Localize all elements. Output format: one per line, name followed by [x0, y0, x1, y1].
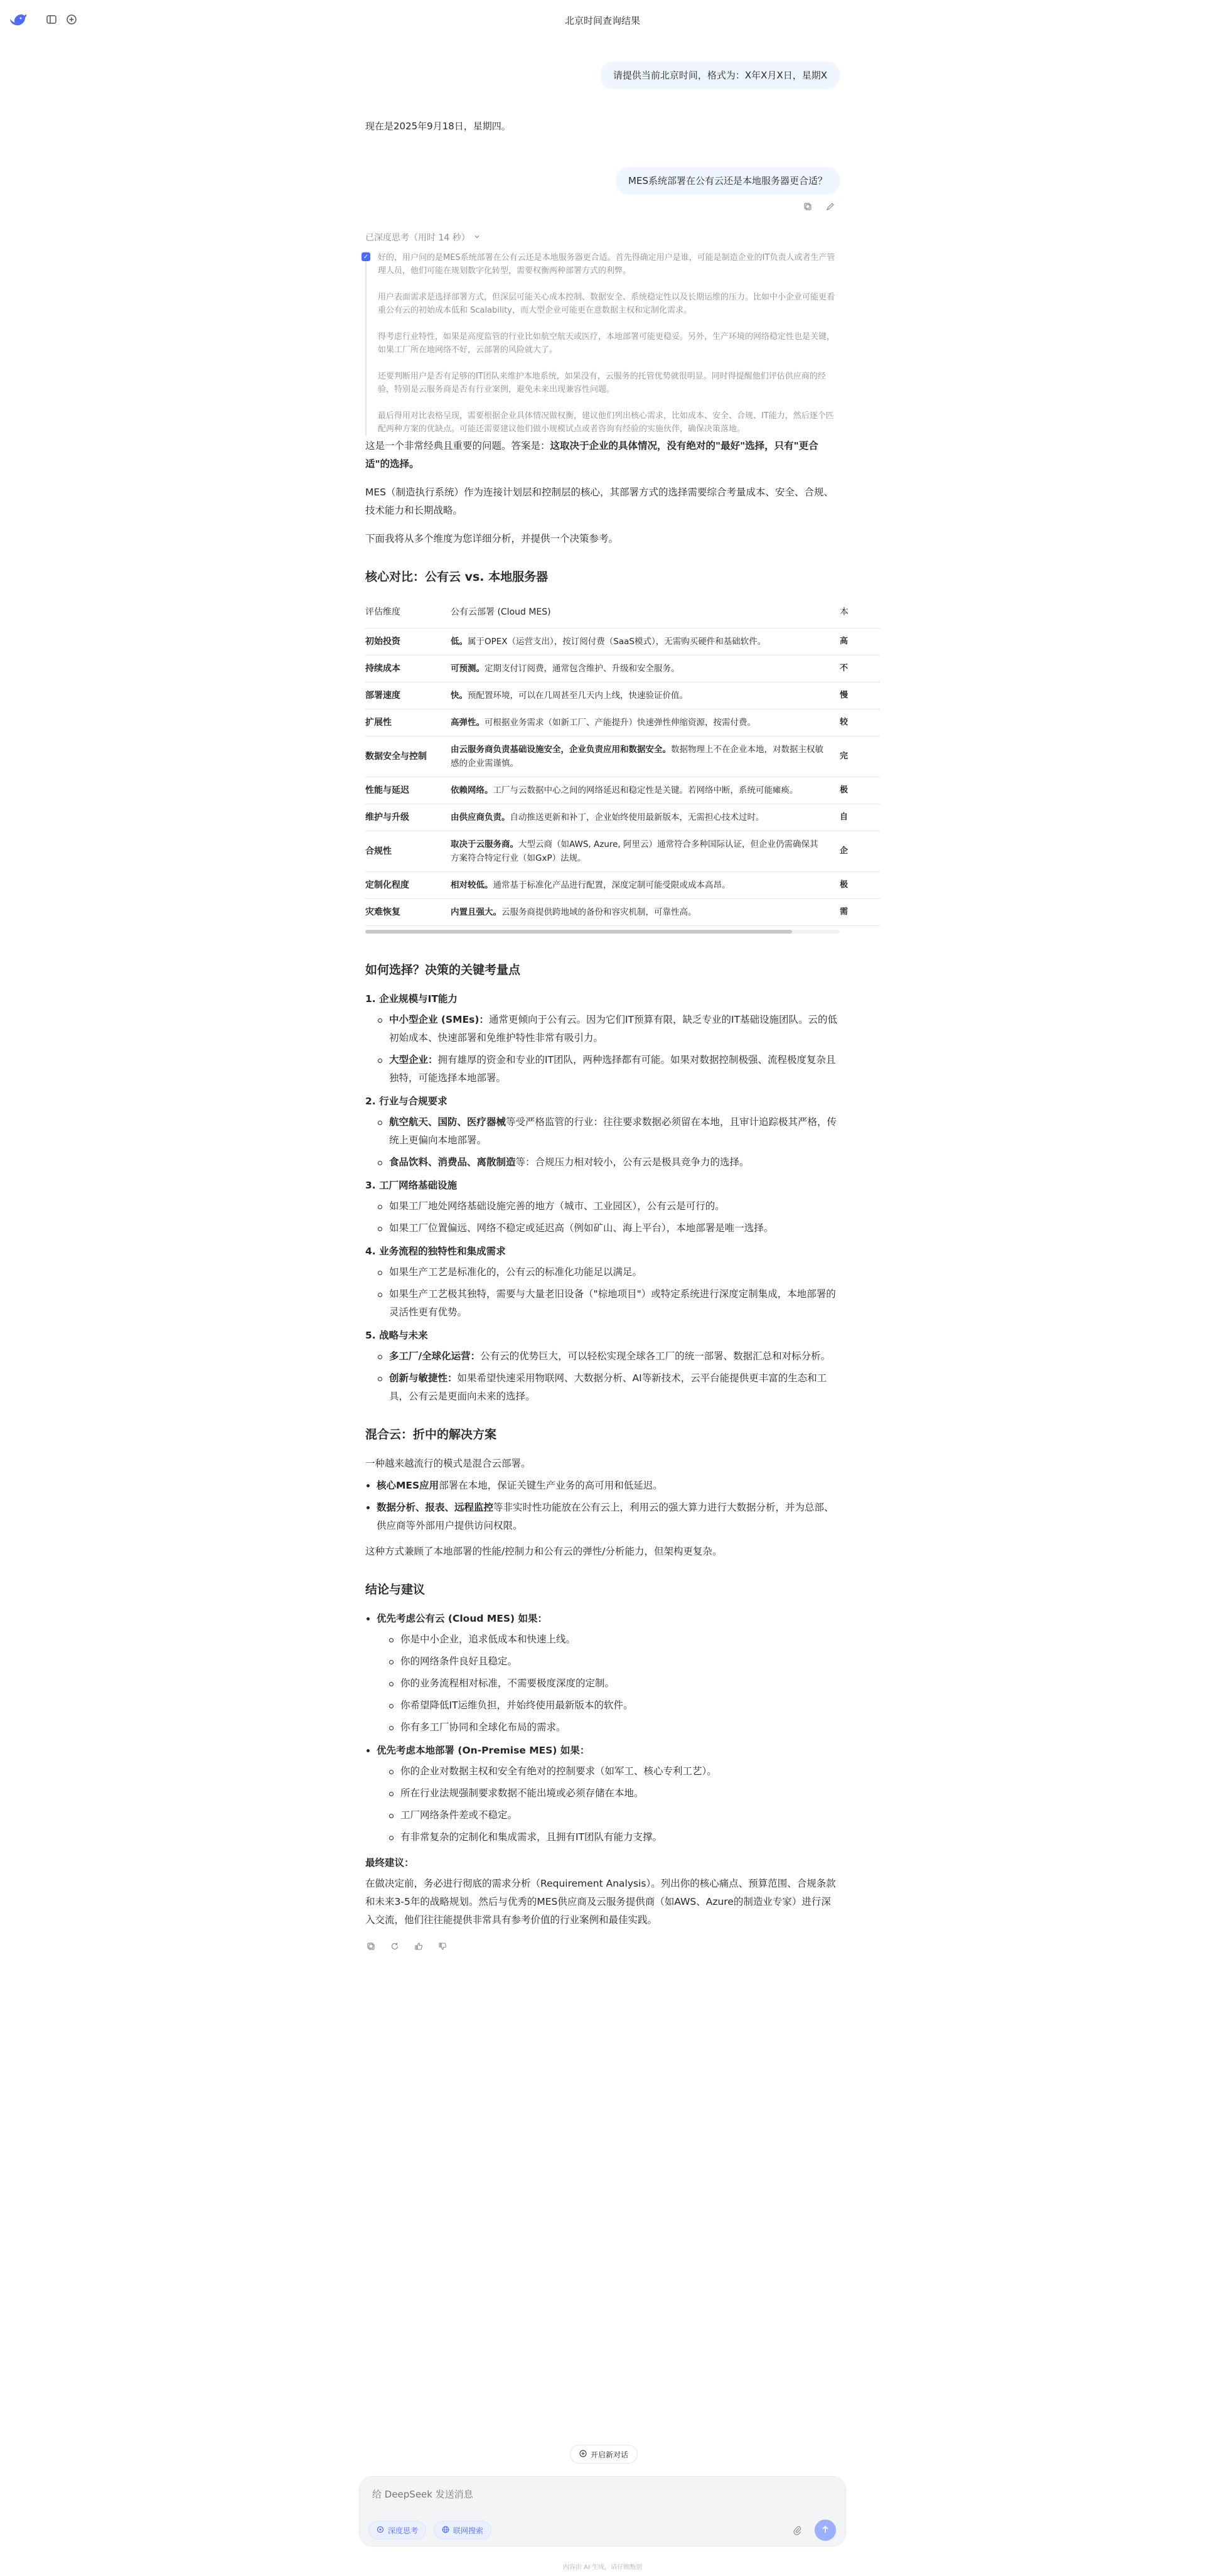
list-item: 工厂网络条件差或不稳定。: [389, 1806, 840, 1824]
point-text: 如果希望快速采用物联网、大数据分析、AI等新技术，云平台能提供更丰富的生态和工具，公有云是更面向未来的选择。: [389, 1372, 827, 1402]
point-text: 如果生产工艺是标准化的，公有云的标准化功能足以满足。: [389, 1266, 643, 1278]
list-item: [378, 1011, 840, 1047]
section-heading-conclusion: 结论与建议: [365, 1583, 426, 1597]
table-cell-cloud: [451, 872, 840, 899]
list-item: [378, 1153, 840, 1172]
point-emphasis: 数据分析、报表、远程监控: [377, 1502, 494, 1513]
table-cell-cloud: [451, 777, 840, 804]
thumbs-down-icon[interactable]: [437, 1941, 448, 1952]
point-emphasis: 核心MES应用: [377, 1480, 439, 1491]
final-suggestion: 最终建议：: [365, 1857, 414, 1868]
consideration-points: [365, 1197, 840, 1237]
table-cell-cloud: [451, 899, 840, 926]
hybrid-list: [365, 1477, 840, 1535]
table-cell-onprem: 企: [840, 831, 880, 872]
section-heading-choose: 如何选择？决策的关键考量点: [365, 963, 521, 977]
list-item: 你有多工厂协同和全球化布局的需求。: [389, 1718, 840, 1737]
thinking-content: [365, 251, 840, 436]
point-text: 等受严格监管的行业：往往要求数据必须留在本地，且审计追踪极其严格，传统上更偏向本地部署。: [389, 1116, 837, 1146]
cell-emphasis: 高弹性。: [451, 718, 485, 728]
point-emphasis: 大型企业：: [389, 1054, 438, 1065]
table-cell-dimension: 数据安全与控制: [365, 736, 451, 777]
thumbs-up-icon[interactable]: [413, 1941, 424, 1952]
table-cell-onprem: 需: [840, 899, 880, 926]
table-cell-cloud: [451, 831, 840, 872]
assistant-answer: [365, 437, 849, 1954]
consideration-title: 2. 行业与合规要求: [365, 1096, 447, 1107]
list-item: [378, 1051, 840, 1087]
list-item: 优先考虑本地部署 (On-Premise MES) 如果： 你的企业对数据主权和安全有绝对的控制要求（如军工、核心专利工艺）。 所在行业法规强制要求数据不能出境或必须存储在本地。 工厂网络条件差或不稳定。 有非常复杂的定制化和集成需求，且拥有IT团队有能力支撑。: [365, 1742, 840, 1846]
ai-disclaimer: 内容由 AI 生成，请仔细甄别: [562, 2564, 643, 2571]
web-search-label: 联网搜索: [453, 2526, 484, 2535]
conversation: [363, 62, 849, 2385]
table-row: [365, 804, 880, 831]
table-row: [365, 872, 880, 899]
point-text: 公有云的优势巨大，可以轻松实现全球各工厂的统一部署、数据汇总和对标分析。: [480, 1350, 831, 1362]
list-item: 所在行业法规强制要求数据不能出境或必须存储在本地。: [389, 1784, 840, 1803]
point-emphasis: 航空航天、国防、医疗器械: [389, 1116, 506, 1128]
table-row: [365, 736, 880, 777]
list-item: 优先考虑公有云 (Cloud MES) 如果： 你是中小企业，追求低成本和快速上线。 你的网络条件良好且稳定。 你的业务流程相对标准，不需要极度深度的定制。 你希望降低IT运维负担，并始终使用最新版本的软件。 你有多工厂协同和全球化布局的需求。: [365, 1610, 840, 1737]
thinking-toggle[interactable]: [365, 231, 480, 244]
table-cell-dimension: 合规性: [365, 831, 451, 872]
arrow-up-icon: [821, 2525, 830, 2536]
cell-emphasis: 内置且强大。: [451, 907, 501, 917]
message-composer: [359, 2476, 846, 2546]
thinking-paragraph: 最后得用对比表格呈现，需要根据企业具体情况做权衡，建议他们列出核心需求，比如成本、安全、合规、IT能力，然后逐个匹配两种方案的优缺点。可能还需要建议他们做小规模试点或者咨询有经验的实施伙伴，确保决策落地。: [378, 411, 834, 434]
final-suggestion-text: 在做决定前，务必进行彻底的需求分析（Requirement Analysis）。列出你的核心痛点、预算范围、合规条款和未来3-5年的战略规划。然后与优秀的MES供应商及云服务提供商（如AWS、Azure的制造业专家）进行深入交流，他们往往能提供非常具有参考价值的行业案例和最佳实践。: [365, 1878, 836, 1926]
cell-emphasis: 可预测。: [451, 664, 485, 674]
conclusion-list: [365, 1610, 840, 1846]
answer-paragraph: 下面我将从多个维度为您详细分析，并提供一个决策参考。: [365, 533, 619, 544]
hybrid-outro: 这种方式兼顾了本地部署的性能/控制力和公有云的弹性/分析能力，但架构更复杂。: [365, 1546, 722, 1557]
list-item: [365, 1177, 840, 1237]
new-chat-button[interactable]: [570, 2445, 638, 2464]
cell-text: 定期支付订阅费，通常包含维护、升级和安全服务。: [485, 664, 680, 674]
cell-text: 云服务商提供跨地域的备份和容灾机制，可靠性高。: [501, 907, 697, 917]
cell-text: 自动推送更新和补丁，企业始终使用最新版本，无需担心技术过时。: [510, 812, 764, 822]
cell-text: 大型云商（如AWS, Azure, 阿里云）通常符合多种国际认证，但企业仍需确保其方案符合特定行业（如GxP）法规。: [451, 839, 818, 863]
table-cell-onprem: 较: [840, 709, 880, 736]
list-item: [365, 990, 840, 1087]
table-header: 评估维度: [365, 597, 451, 628]
table-cell-dimension: 维护与升级: [365, 804, 451, 831]
table-row: [365, 655, 880, 682]
table-cell-onprem: 完: [840, 736, 880, 777]
list-item: 你的网络条件良好且稳定。: [389, 1652, 840, 1671]
copy-icon[interactable]: [365, 1941, 377, 1952]
table-cell-cloud: [451, 804, 840, 831]
list-item: [365, 1499, 840, 1535]
answer-intro: 这是一个非常经典且重要的问题。答案是：这取决于企业的具体情况，没有绝对的"最好"选择，只有"更合适"的选择。: [365, 440, 818, 470]
list-item: [378, 1369, 840, 1406]
section-heading-compare: 核心对比：公有云 vs. 本地服务器: [365, 570, 549, 584]
cell-emphasis: 由供应商负责。: [451, 812, 510, 822]
thinking-duration-label: 已深度思考（用时 14 秒）: [365, 233, 470, 243]
user-message-actions: [802, 201, 836, 212]
cell-emphasis: 依赖网络。: [451, 785, 493, 795]
point-text: 如果工厂位置偏远、网络不稳定或延迟高（例如矿山、海上平台），本地部署是唯一选择。: [389, 1222, 774, 1234]
hybrid-intro: 一种越来越流行的模式是混合云部署。: [365, 1458, 531, 1469]
table-cell-dimension: 初始投资: [365, 628, 451, 655]
thinking-paragraph: 得考虑行业特性，如果是高度监管的行业比如航空航天或医疗，本地部署可能更稳妥。另外，生产环境的网络稳定性也是关键，如果工厂所在地网络不好，云部署的风险就大了。: [378, 332, 835, 355]
list-item: 你希望降低IT运维负担，并始终使用最新版本的软件。: [389, 1696, 840, 1715]
web-search-toggle[interactable]: [434, 2521, 491, 2540]
table-cell-onprem: 慢: [840, 682, 880, 709]
point-text: 等非实时性功能放在公有云上，利用云的强大算力进行大数据分析，并为总部、供应商等外部用户提供访问权限。: [377, 1502, 834, 1531]
table-header: 本: [840, 597, 880, 628]
point-text: 通常更倾向于公有云。因为它们IT预算有限，缺乏专业的IT基础设施团队。云的低初始成本、快速部署和免维护特性非常有吸引力。: [389, 1014, 838, 1043]
table-row: [365, 682, 880, 709]
table-cell-cloud: [451, 736, 840, 777]
copy-icon[interactable]: [802, 201, 813, 212]
table-cell-cloud: [451, 709, 840, 736]
point-text: 部署在本地，保证关键生产业务的高可用和低延迟。: [439, 1480, 663, 1491]
table-cell-onprem: 高: [840, 628, 880, 655]
table-cell-dimension: 定制化程度: [365, 872, 451, 899]
cell-emphasis: 低。: [451, 637, 468, 647]
send-button[interactable]: [815, 2519, 836, 2541]
table-row: [365, 709, 880, 736]
table-row: [365, 899, 880, 926]
table-cell-dimension: 部署速度: [365, 682, 451, 709]
table-cell-dimension: 扩展性: [365, 709, 451, 736]
thinking-paragraph: 用户表面需求是选择部署方式，但深层可能关心成本控制、数据安全、系统稳定性以及长期运维的压力。比如中小企业可能更看重公有云的初始成本低和 Scalability，而大型企业可能更在意数据主权和定制化需求。: [378, 293, 835, 315]
table-row: [365, 777, 880, 804]
consideration-points: [365, 1263, 840, 1322]
list-item: [378, 1219, 840, 1237]
consideration-title: 4. 业务流程的独特性和集成需求: [365, 1246, 506, 1257]
cell-text: 属于OPEX（运营支出），按订阅付费（SaaS模式），无需购买硬件和基础软件。: [468, 637, 766, 647]
cell-text: 数据物理上不在企业本地，对数据主权敏感的企业需谨慎。: [451, 745, 823, 768]
message-input[interactable]: [372, 2486, 811, 2503]
list-item: 你是中小企业，追求低成本和快速上线。: [389, 1630, 840, 1649]
table-cell-cloud: [451, 628, 840, 655]
list-item: [365, 1092, 840, 1172]
top-bar: [0, 0, 1205, 40]
deep-think-label: 深度思考: [388, 2526, 419, 2535]
edit-icon[interactable]: [825, 201, 836, 212]
point-text: 如果工厂地处网络基础设施完善的地方（城市、工业园区），公有云是可行的。: [389, 1200, 725, 1212]
thinking-paragraph: 还要判断用户是否有足够的IT团队来维护本地系统，如果没有，云服务的托管优势就很明显。同时得提醒他们评估供应商的经验，特别是云服务商是否有行业案例，避免未来出现兼容性问题。: [378, 372, 826, 394]
comparison-table: [365, 597, 880, 926]
table-horizontal-scrollbar[interactable]: [365, 930, 840, 934]
consideration-title: 3. 工厂网络基础设施: [365, 1180, 458, 1191]
list-item: [378, 1285, 840, 1322]
cell-text: 通常基于标准化产品进行配置，深度定制可能受限或成本高昂。: [493, 880, 731, 890]
point-emphasis: 中小型企业 (SMEs)：: [389, 1014, 489, 1025]
consideration-title: 5. 战略与未来: [365, 1330, 428, 1341]
deep-think-toggle[interactable]: [368, 2521, 426, 2540]
list-item: 有非常复杂的定制化和集成需求，且拥有IT团队有能力支撑。: [389, 1828, 840, 1846]
list-item: [365, 1327, 840, 1406]
cell-emphasis: 快。: [451, 691, 468, 701]
deep-think-icon: [377, 2526, 384, 2535]
comparison-table-wrapper[interactable]: [365, 597, 849, 926]
consideration-points: [365, 1347, 840, 1406]
thinking-paragraph: 好的，用户问的是MES系统部署在公有云还是本地服务器更合适。首先得确定用户是谁，可能是制造企业的IT负责人或者生产管理人员，他们可能在规划数字化转型，需要权衡两种部署方式的利弊。: [378, 253, 835, 276]
user-message-2: MES系统部署在公有云还是本地服务器更合适？: [616, 167, 840, 195]
page-title: 北京时间查询结果: [564, 15, 640, 26]
table-cell-dimension: 持续成本: [365, 655, 451, 682]
onprem-conditions: [377, 1762, 840, 1846]
section-heading-hybrid: 混合云：折中的解决方案: [365, 1428, 497, 1442]
list-item: 你的业务流程相对标准，不需要极度深度的定制。: [389, 1674, 840, 1693]
list-item: [378, 1113, 840, 1150]
point-emphasis: 食品饮料、消费品、离散制造: [389, 1156, 516, 1168]
table-row: [365, 628, 880, 655]
consideration-points: [365, 1011, 840, 1087]
cell-text: 预配置环境，可以在几周甚至几天内上线，快速验证价值。: [468, 691, 688, 701]
consideration-points: [365, 1113, 840, 1172]
answer-actions: [365, 1939, 840, 1954]
list-item: 你的企业对数据主权和安全有绝对的控制要求（如军工、核心专利工艺）。: [389, 1762, 840, 1781]
cell-text: 工厂与云数据中心之间的网络延迟和稳定性是关键。若网络中断，系统可能瘫痪。: [493, 785, 798, 795]
table-header-row: [365, 597, 880, 628]
table-cell-cloud: [451, 682, 840, 709]
point-text: 拥有雄厚的资金和专业的IT团队，两种选择都有可能。如果对数据控制极强、流程极度复杂且独特，可能选择本地部署。: [389, 1054, 836, 1084]
cloud-conditions: [377, 1630, 840, 1737]
point-text: 等：合规压力相对较小，公有云是极具竞争力的选择。: [515, 1156, 749, 1168]
chevron-down-icon: [474, 232, 480, 242]
table-cell-dimension: 灾难恢复: [365, 899, 451, 926]
new-chat-label: 开启新对话: [591, 2450, 629, 2459]
point-emphasis: 创新与敏捷性：: [389, 1372, 458, 1384]
table-cell-dimension: 性能与延迟: [365, 777, 451, 804]
table-header: 公有云部署 (Cloud MES): [451, 597, 840, 628]
table-cell-onprem: 极: [840, 872, 880, 899]
cell-text: 可根据业务需求（如新工厂、产能提升）快速弹性伸缩资源，按需付费。: [485, 718, 756, 728]
answer-paragraph: MES（制造执行系统）作为连接计划层和控制层的核心，其部署方式的选择需要综合考量成本、安全、合规、技术能力和长期战略。: [365, 487, 834, 516]
globe-icon: [442, 2526, 449, 2535]
table-cell-onprem: 不: [840, 655, 880, 682]
list-item: [365, 1477, 840, 1495]
cell-emphasis: 由云服务商负责基础设施安全，企业负责应用和数据安全。: [451, 745, 671, 755]
paperclip-icon[interactable]: [791, 2525, 803, 2536]
considerations-list: [365, 990, 840, 1406]
new-chat-icon: [579, 2450, 587, 2459]
table-cell-onprem: 自: [840, 804, 880, 831]
point-emphasis: 多工厂/全球化运营：: [389, 1350, 481, 1362]
table-row: [365, 831, 880, 872]
list-item: [365, 1242, 840, 1322]
user-message-1: 请提供当前北京时间，格式为：X年X月X日，星期X: [601, 62, 840, 89]
assistant-message-1: 现在是2025年9月18日，星期四。: [365, 121, 511, 132]
cell-emphasis: 取决于云服务商。: [451, 839, 518, 849]
table-cell-onprem: 极: [840, 777, 880, 804]
list-item: [378, 1263, 840, 1281]
point-text: 如果生产工艺极其独特，需要与大量老旧设备（"棕地项目"）或特定系统进行深度定制集成，本地部署的灵活性更有优势。: [389, 1288, 836, 1318]
list-item: [378, 1347, 840, 1366]
list-item: [378, 1197, 840, 1215]
cell-emphasis: 相对较低。: [451, 880, 493, 890]
table-cell-cloud: [451, 655, 840, 682]
regenerate-icon[interactable]: [389, 1941, 400, 1952]
consideration-title: 1. 企业规模与IT能力: [365, 993, 458, 1005]
thinking-check-icon: ✓: [362, 252, 370, 261]
